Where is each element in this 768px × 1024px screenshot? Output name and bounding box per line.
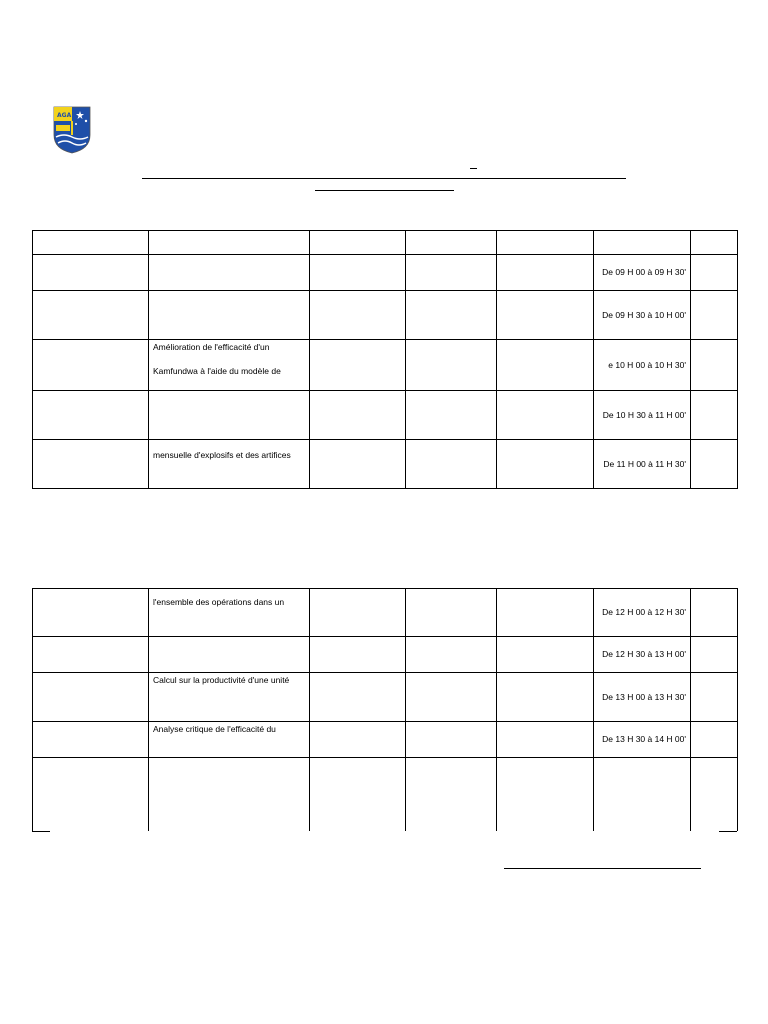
subject-text: Calcul sur la productivité d'une unité [153,675,290,685]
subject-text: l'ensemble des opérations dans un [153,597,285,607]
table-row [33,637,738,673]
table-row [33,589,738,637]
table-row [33,722,738,758]
subject-cell [149,589,310,637]
subject-cell [149,673,310,722]
time-slot: De 11 H 00 à 11 H 30' [594,440,691,489]
subject-cell [149,340,310,391]
time-slot: De 12 H 30 à 13 H 00' [594,637,691,673]
title-rule [142,178,626,179]
time-slot: De 13 H 00 à 13 H 30' [594,673,691,722]
university-crest-icon [52,105,92,155]
table-corner-left [32,831,50,832]
subject-text: Analyse critique de l'efficacité du [153,724,276,734]
time-slot: De 12 H 00 à 12 H 30' [594,589,691,637]
title-dash [470,168,477,169]
subject-cell [149,440,310,489]
time-slot: De 10 H 30 à 11 H 00' [594,391,691,440]
table-row [33,673,738,722]
schedule-table-session-1 [32,230,738,489]
schedule-table-session-2 [32,588,738,831]
subject-text: Kamfundwa à l'aide du modèle de [153,366,281,376]
table-corner-right [719,831,737,832]
subject-text: Amélioration de l'efficacité d'un [153,342,270,352]
time-slot: e 10 H 00 à 10 H 30' [594,340,691,391]
table-row [33,440,738,489]
table-row [33,391,738,440]
signature-line [504,868,701,869]
table-header-row [33,231,738,255]
table-row [33,291,738,340]
svg-text:AGA: AGA [57,112,72,119]
table-row [33,758,738,831]
time-slot: De 13 H 30 à 14 H 00' [594,722,691,758]
table-row [33,340,738,391]
subject-cell [149,722,310,758]
subtitle-rule [315,190,454,191]
subject-text: mensuelle d'explosifs et des artifices [153,450,291,460]
table-row [33,255,738,291]
time-slot: De 09 H 00 à 09 H 30' [594,255,691,291]
time-slot: De 09 H 30 à 10 H 00' [594,291,691,340]
